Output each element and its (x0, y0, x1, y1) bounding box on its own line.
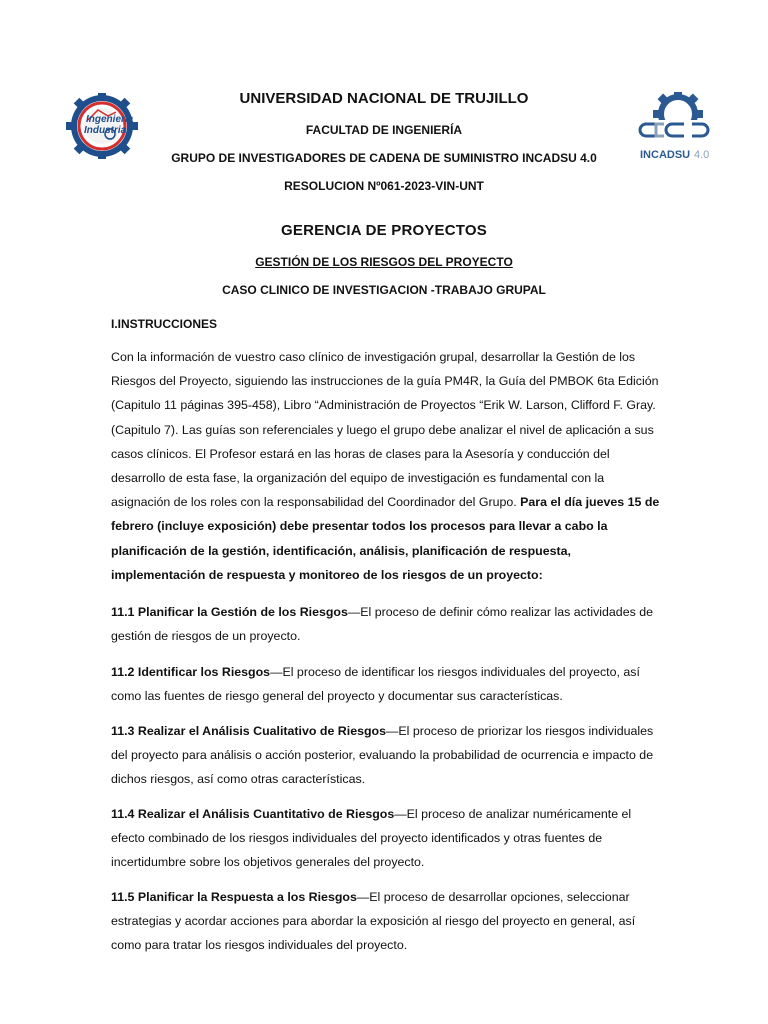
logo-text-incadsu: INCADSU (640, 149, 691, 161)
logo-text-version: 4.0 (694, 149, 710, 161)
case-line: CASO CLINICO DE INVESTIGACION -TRABAJO GRUPAL (222, 283, 546, 297)
process-item (111, 660, 663, 708)
document-title: GERENCIA DE PROYECTOS (281, 222, 487, 239)
intro-paragraph (111, 345, 663, 587)
process-item (111, 885, 663, 957)
research-group-name: GRUPO DE INVESTIGADORES DE CADENA DE SUMINISTRO INCADSU 4.0 (171, 151, 597, 165)
logo-text-ingenieria: Ingeniería (86, 114, 134, 125)
process-item (111, 719, 663, 791)
process-item-title: 11.3 Realizar el Análisis Cualitativo de Riesgos (111, 724, 387, 738)
logo-text-industrial: Industrial (84, 125, 130, 136)
process-item-title: 11.4 Realizar el Análisis Cuantitativo de Riesgos (111, 807, 395, 821)
process-item (111, 600, 663, 648)
university-name: UNIVERSIDAD NACIONAL DE TRUJILLO (239, 90, 529, 107)
document-subtitle: GESTIÓN DE LOS RIESGOS DEL PROYECTO (255, 255, 513, 269)
process-item-text: —El proceso de identificar los riesgos individuales del proyecto, así como las fuentes de riesgo general del proyecto y documentar sus características. (111, 665, 640, 703)
process-item-text: —El proceso de definir cómo realizar las actividades de gestión de riesgos de un proyecto. (111, 605, 654, 643)
process-item-text: —El proceso de priorizar los riesgos individuales del proyecto para análisis o acción posterior, evaluando la probabilidad de ocurrencia e impacto de dichos riesgos, así como otras características. (111, 724, 654, 786)
resolution-number: RESOLUCION Nº061-2023-VIN-UNT (284, 179, 484, 193)
section-heading: I.INSTRUCCIONES (111, 317, 218, 331)
intro-text: Con la información de vuestro caso clínico de investigación grupal, desarrollar la Gestión de los Riesgos del Proyecto, siguiendo las instrucciones de la guía PM4R, la Guía del PMBOK 6ta Edición (Capitulo 11 páginas 395-458), Libro “Administración de Proyectos “Erik W. Larson, Clifford F. Gray. (Capitulo 7). Las guías son referenciales y luego el grupo debe analizar el nivel de aplicación a sus casos clínicos. El Profesor estará en las horas de clases para la Asesoría y conducción del desarrollo de esta fase, la organización del equipo de investigación es fundamental con la asignación de los roles con la responsabilidad del Coordinador del Grupo. (111, 350, 659, 510)
process-item-title: 11.1 Planificar la Gestión de los Riesgos (111, 605, 348, 619)
faculty-name: FACULTAD DE INGENIERÍA (305, 123, 463, 137)
process-item-title: 11.2 Identificar los Riesgos (111, 665, 271, 679)
process-item-title: 11.5 Planificar la Respuesta a los Riesgos (111, 890, 357, 904)
intro-bold-text: Para el día jueves 15 de febrero (incluye exposición) debe presentar todos los procesos para llevar a cabo la planificación de la gestión, identificación, análisis, planificación de respuesta, implementación de respuesta y monitoreo de los riesgos de un proyecto: (111, 495, 660, 582)
process-item-text: —El proceso de analizar numéricamente el efecto combinado de los riesgos individuales del proyecto identificados y otras fuentes de incertidumbre sobre los objetivos generales del proyecto. (111, 807, 632, 869)
process-item-text: —El proceso de desarrollar opciones, seleccionar estrategias y acordar acciones para abordar la exposición al riesgo del proyecto en general, así como para tratar los riesgos individuales del proyecto. (111, 890, 636, 952)
process-item (111, 802, 663, 874)
